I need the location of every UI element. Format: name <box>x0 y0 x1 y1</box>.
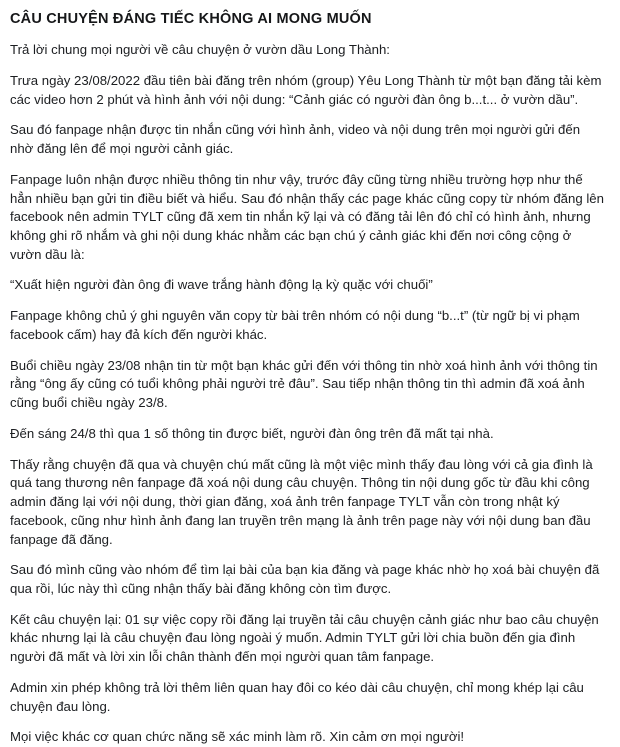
paragraph-8: Sau đó mình cũng vào nhóm để tìm lại bài của bạn kia đăng và page khác nhờ họ xoá bài chuyện đã qua rồi, lúc này thì cũng nhận thấy bài đăng không còn tìm được. <box>10 562 600 597</box>
paragraph-final: Mọi việc khác cơ quan chức năng sẽ xác minh làm rõ. Xin cảm ơn mọi người! <box>10 729 465 745</box>
paragraph-conclusion: Kết câu chuyện lại: 01 sự việc copy rồi đăng lại truyền tải câu chuyện cảnh giác như bao câu chuyện khác nhưng lại là câu chuyện đau lòng ngoài ý muốn. Admin TYLT gửi lời chia buồn đến gia đình người đã mất và lời xin lỗi chân thành đến mọi người quan tâm fanpage. <box>10 611 599 665</box>
paragraph-intro: Trả lời chung mọi người về câu chuyện ở vườn dầu Long Thành: <box>10 42 390 58</box>
paragraph-closing: Admin xin phép không trả lời thêm liên quan hay đôi co kéo dài câu chuyện, chỉ mong khép lại câu chuyện đau lòng. <box>10 679 584 714</box>
paragraph-quote: “Xuất hiện người đàn ông đi wave trắng hành động lạ kỳ quặc với chuối” <box>10 277 433 293</box>
paragraph-1: Trưa ngày 23/08/2022 đầu tiên bài đăng trên nhóm (group) Yêu Long Thành từ một bạn đăng tải kèm các video hơn 2 phút và hình ảnh với nội dung: “Cảnh giác có người đàn ông b...t... ở vườn dầu”. <box>10 72 602 107</box>
paragraph-4: Fanpage không chủ ý ghi nguyên văn copy từ bài trên nhóm có nội dung “b...t” (từ ngữ bị vi phạm facebook cấm) hay đả kích đến người khác. <box>10 308 580 342</box>
paragraph-7: Thấy rằng chuyện đã qua và chuyện chú mất cũng là một việc mình thấy đau lòng với cả gia đình là quá tang thương nên fanpage đã xoá nội dung câu chuyện. Thông tin nội dung gốc từ đầu khi công admin đăng lại với nội dung, thời gian đăng, xoá ảnh trên fanpage TYLT vẫn còn trong nhật ký facebook, cũng như hình ảnh đang lan truyền trên mạng là ảnh trên page này với nội dung ban đầu fanpage đã đăng. <box>10 456 593 547</box>
page-title: CÂU CHUYỆN ĐÁNG TIẾC KHÔNG AI MONG MUỐN <box>10 11 372 27</box>
paragraph-5: Buổi chiều ngày 23/08 nhận tin từ một bạn khác gửi đến với thông tin nhờ xoá hình ảnh với thông tin rằng “ông ấy cũng có tuổi không phải người trẻ đâu”. Sau tiếp nhận thông tin thì admin đã xoá ảnh cũng buổi chiều ngày 23/8. <box>10 357 598 411</box>
paragraph-3: Fanpage luôn nhận được nhiều thông tin như vậy, trước đây cũng từng nhiều trường hợp như thế hẳn nhiều bạn gửi tin điều biết và hiểu. Sau đó nhận thấy các page khác cũng copy từ nhóm đăng lên facebook nên admin TYLT cũng đã xem tin nhắn kỹ lại và có đăng tải lên đó chỉ có hình ảnh, nhưng không ghi rõ nhắm và ghi nội dung khác nhằm các bạn chú ý cảnh giác khi đến nơi công cộng ở vườn dầu là: <box>10 171 604 262</box>
paragraph-6: Đến sáng 24/8 thì qua 1 số thông tin được biết, người đàn ông trên đã mất tại nhà. <box>10 425 494 441</box>
paragraph-2: Sau đó fanpage nhận được tin nhắn cũng với hình ảnh, video và nội dung trên mọi người gửi đến nhờ đăng lên để mọi người cảnh giác. <box>10 122 581 157</box>
